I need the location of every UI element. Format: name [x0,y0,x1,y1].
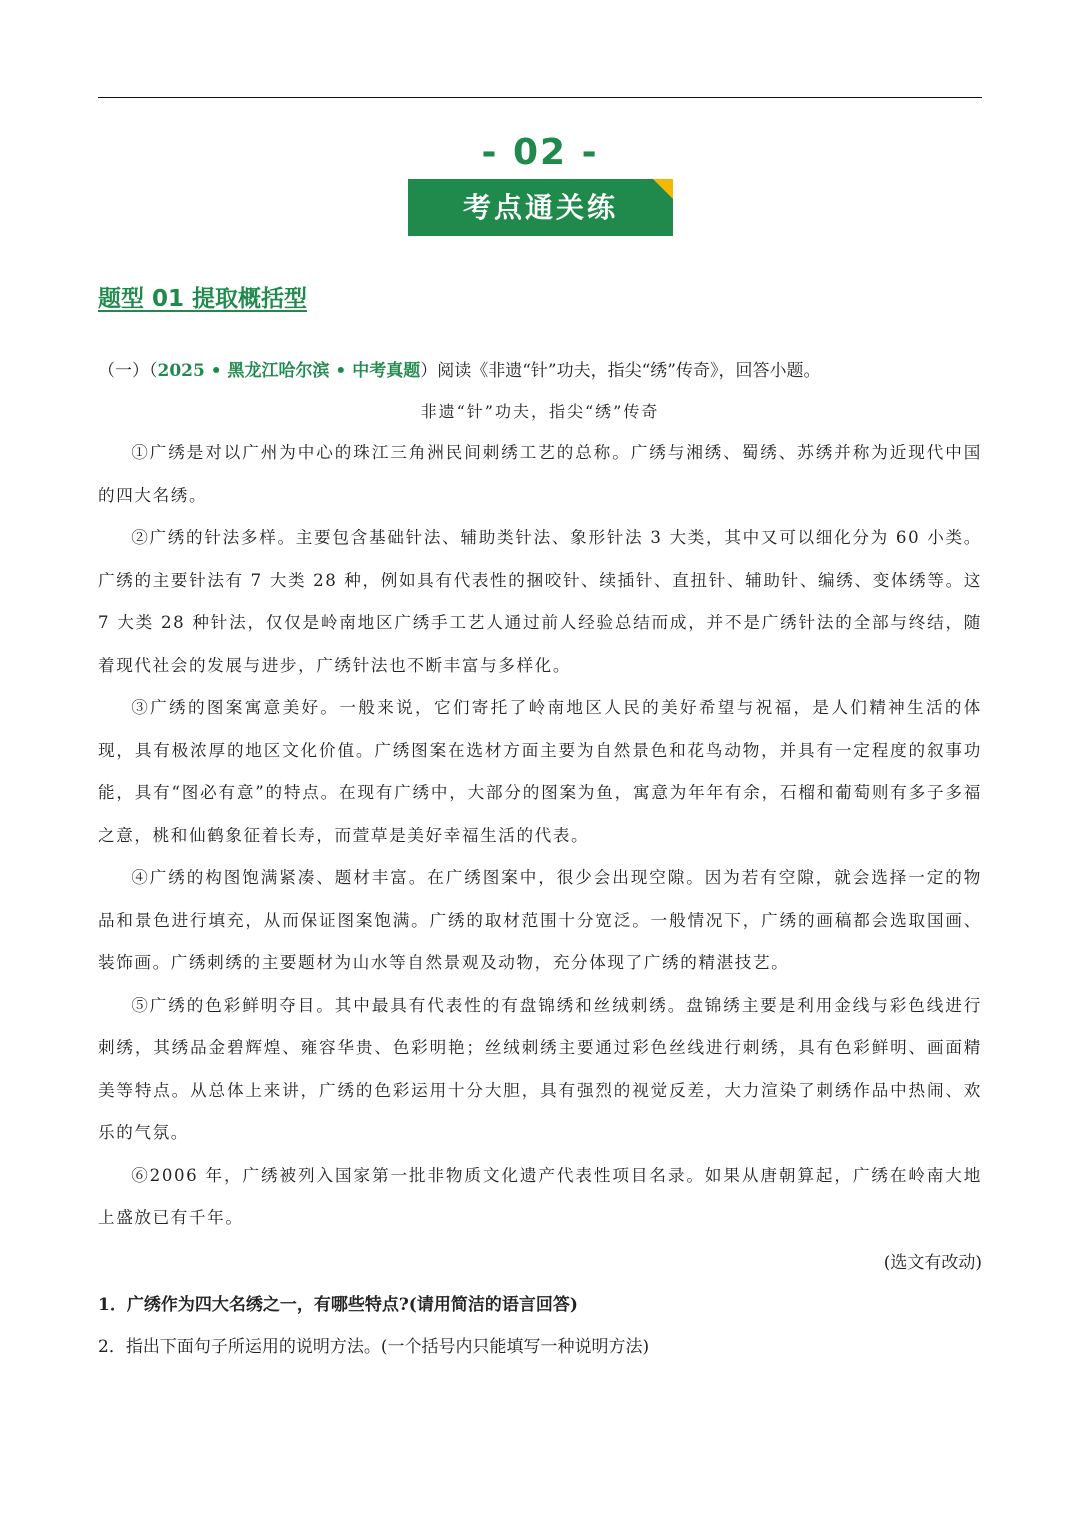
source-highlight: 2025 • 黑龙江哈尔滨 • 中考真题 [157,361,421,381]
source-suffix: ）阅读《非遗“针”功夫，指尖“绣”传奇》，回答小题。 [420,361,821,381]
header-rule [98,97,982,98]
paragraph: ⑤广绣的色彩鲜明夺目。其中最具有代表性的有盘锦绣和丝绒刺绣。盘锦绣主要是利用金线与彩色线进行刺绣，其绣品金碧辉煌、雍容华贵、色彩明艳；丝绒刺绣主要通过彩色丝线进行刺绣，具有色彩鲜明、画面精美等特点。从总体上来讲，广绣的色彩运用十分大胆，具有强烈的视觉反差，大力渲染了刺绣作品中热闹、欢乐的气氛。 [98,995,982,1142]
section-banner [408,179,673,236]
source-line [98,356,821,381]
source-prefix: （一）（ [98,361,158,381]
paragraph: ⑥2006 年，广绣被列入国家第一批非物质文化遗产代表性项目名录。如果从唐朝算起，广绣在岭南大地上盛放已有千年。 [98,1165,982,1227]
paragraph: ④广绣的构图饱满紧凑、题材丰富。在广绣图案中，很少会出现空隙。因为若有空隙，就会选择一定的物品和景色进行填充，从而保证图案饱满。广绣的取材范围十分宽泛。一般情况下，广绣的画稿都会选取国画、装饰画。广绣刺绣的主要题材为山水等自然景观及动物，充分体现了广绣的精湛技艺。 [98,868,982,972]
article-title: 非遗“针”功夫，指尖“绣”传奇 [420,402,660,421]
question-type-heading: 题型 01 提取概括型 [98,286,308,312]
banner-title: 考点通关练 [462,191,618,224]
question-2: 2．指出下面句子所运用的说明方法。(一个括号内只能填写一种说明方法) [98,1337,650,1357]
section-number: - 02 - [481,132,599,173]
article-body [98,432,982,1240]
paragraph: ③广绣的图案寓意美好。一般来说，它们寄托了岭南地区人民的美好希望与祝福，是人们精神生活的体现，具有极浓厚的地区文化价值。广绣图案在选材方面主要为自然景色和花鸟动物，并具有一定程度的叙事功能，具有“图必有意”的特点。在现有广绣中，大部分的图案为鱼，寓意为年年有余，石榴和葡萄则有多子多福之意，桃和仙鹤象征着长寿，而萱草是美好幸福生活的代表。 [98,698,982,845]
paragraph: ①广绣是对以广州为中心的珠江三角洲民间刺绣工艺的总称。广绣与湘绣、蜀绣、苏绣并称为近现代中国的四大名绣。 [98,443,982,505]
question-1: 1．广绣作为四大名绣之一，有哪些特点?(请用简洁的语言回答) [98,1295,578,1315]
source-note: (选文有改动) [883,1253,982,1273]
paragraph: ②广绣的针法多样。主要包含基础针法、辅助类针法、象形针法 3 大类，其中又可以细化分为 60 小类。广绣的主要针法有 7 大类 28 种，例如具有代表性的捆咬针、续插针、直扭针、辅助针、编绣、变体绣等。这 7 大类 28 种针法，仅仅是岭南地区广绣手工艺人通过前人经验总结而成，并不是广绣针法的全部与终结，随着现代社会的发展与进步，广绣针法也不断丰富与多样化。 [98,528,982,675]
